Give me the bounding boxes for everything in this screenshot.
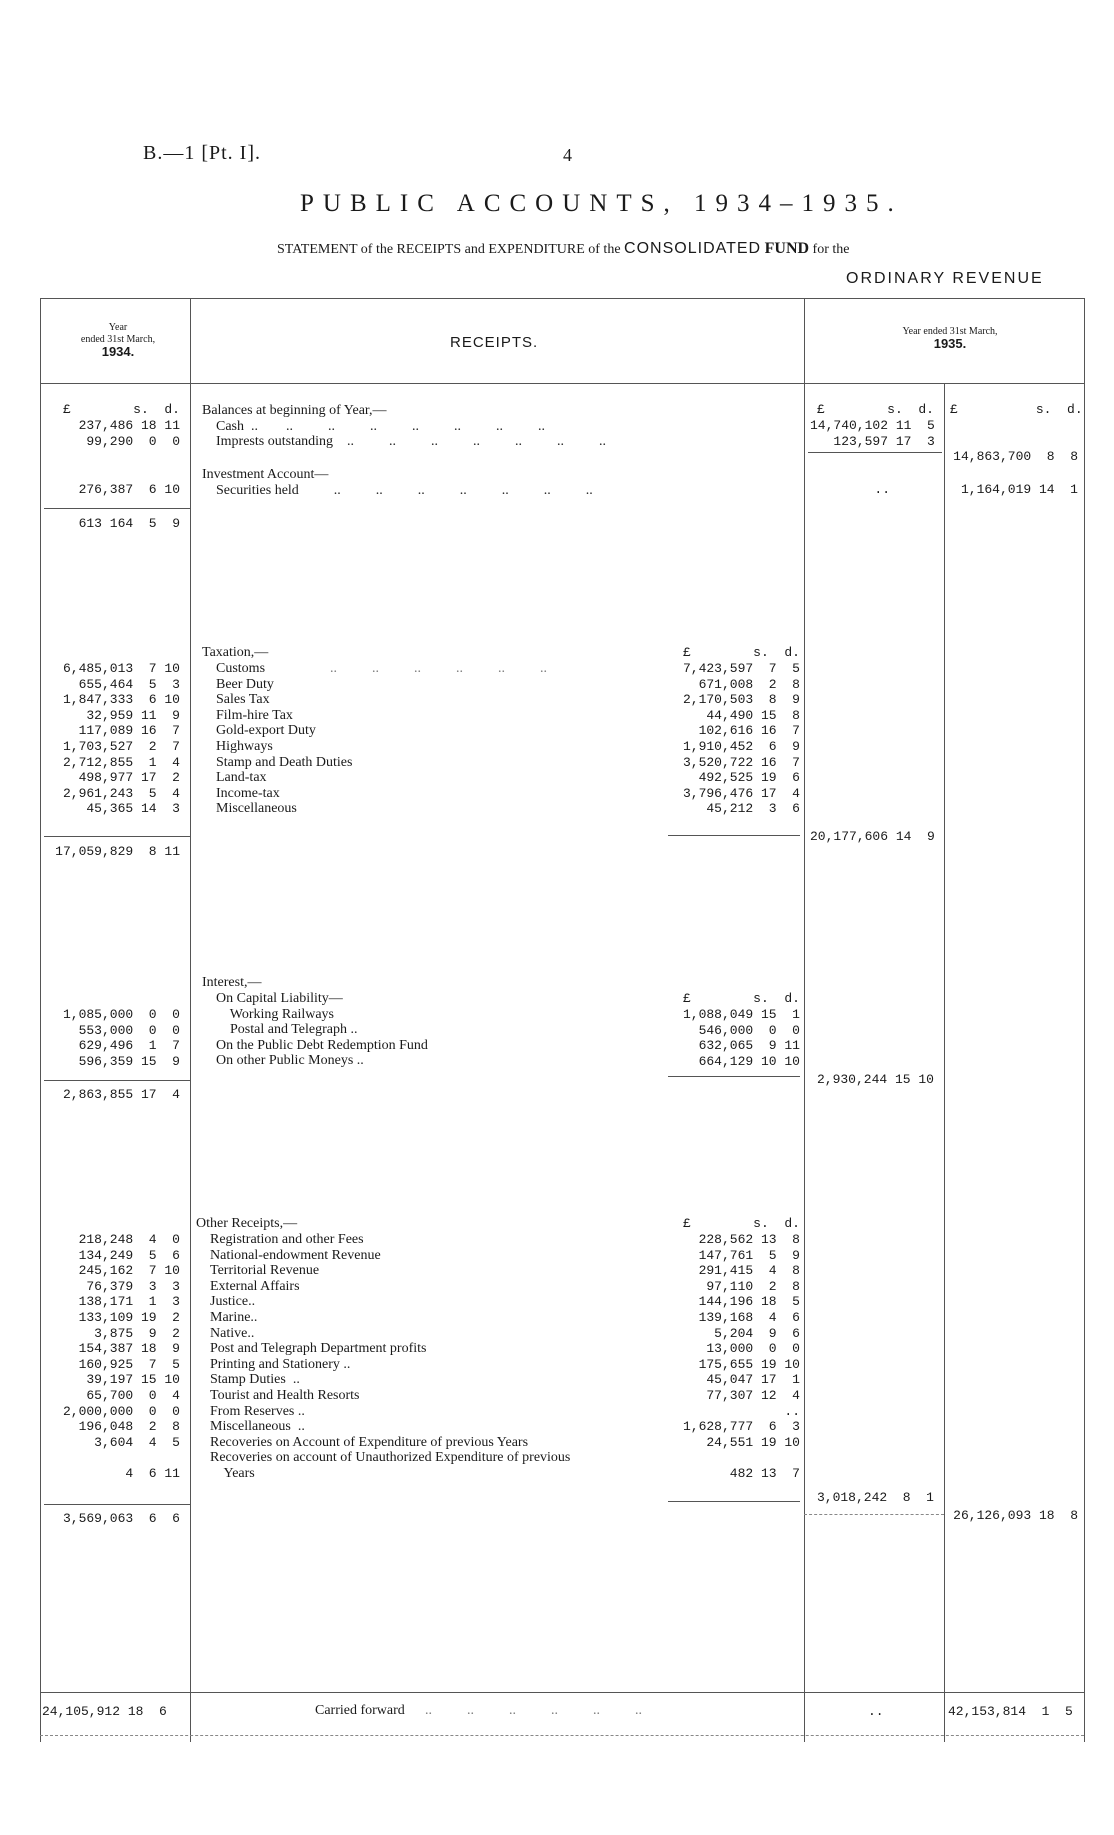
interest-units: £ s. d. [682, 991, 800, 1006]
right-head-year: 1935. [933, 336, 967, 351]
interest-total: 2,930,244 15 10 [816, 1072, 934, 1087]
fund-name: CONSOLIDATED [624, 240, 762, 257]
interest-left-rule [44, 1080, 190, 1081]
interest-sum-rule [668, 1076, 800, 1077]
balances-left-investment: 276,387 6 10 [78, 482, 180, 497]
other-total: 3,018,242 8 1 [816, 1490, 934, 1505]
taxation-left-rule [44, 836, 190, 837]
taxation-total: 20,177,606 14 9 [810, 829, 935, 844]
right-head-line1: Year ended 31st March, [902, 326, 998, 337]
balances-col3-values: 14,740,102 11 5 123,597 17 3 [810, 418, 935, 449]
investment-labels: Investment Account— Securities held .. .. .. .. .. .. .. [202, 467, 593, 498]
page-number: 4 [563, 145, 572, 165]
footer-left-total: 24,105,912 18 6 [42, 1704, 167, 1719]
interest-left-total: 2,863,855 17 4 [62, 1087, 180, 1102]
balances-labels: Balances at beginning of Year,— Cash .. .. .. .. .. .. .. .. Imprests outstanding .. .. .. .. .. .. .. [202, 403, 607, 450]
interest-labels: On Capital Liability— Working Railways Postal and Telegraph .. On the Public Debt Redemption Fund On other Public Moneys .. [216, 991, 428, 1069]
col3-rule [944, 383, 945, 1742]
other-sum-rule [668, 1501, 800, 1502]
statement-heading [277, 240, 849, 258]
balances-left-units: £ s. d. [62, 402, 180, 417]
document-reference: B.—1 [Pt. I]. [143, 142, 261, 164]
table-left-rule [40, 298, 41, 1742]
taxation-sum-rule [668, 835, 800, 836]
other-units: £ s. d. [682, 1216, 800, 1231]
statement-text: STATEMENT of the RECEIPTS and EXPENDITURE of the [277, 242, 625, 257]
left-column-header [48, 322, 188, 360]
other-values: 228,562 13 8 147,761 5 9 291,415 4 8 97,110 2 8 144,196 18 5 139,168 4 6 5,204 9 6 13,000 0 0 175,655 19 10 45,047 17 1 77,307 12 4 .. 1,628,777 6 3 24,551 19 10 482 13 7 [682, 1232, 800, 1481]
interest-values: 1,088,049 15 1 546,000 0 0 632,065 9 11 664,129 10 10 [682, 1007, 800, 1069]
carried-forward-leaders: .. .. .. .. .. .. [425, 1703, 642, 1718]
taxation-units: £ s. d. [682, 645, 800, 660]
balances-left-values: 237,486 18 11 99,290 0 0 [78, 418, 180, 449]
right-column-header [840, 326, 1060, 352]
balances-left-rule [44, 508, 190, 509]
taxation-left-values: 6,485,013 7 10 655,464 5 3 1,847,333 6 10 32,959 11 9 117,089 16 7 1,703,527 2 7 2,712,855 1 4 498,977 17 2 2,961,243 5 4 45,365 14 3 [62, 661, 180, 817]
left-head-line2: ended 31st March, [80, 334, 156, 345]
taxation-values: 7,423,597 7 5 671,008 2 8 2,170,503 8 9 44,490 15 8 102,616 16 7 1,910,452 6 9 3,520,722 16 7 492,525 19 6 3,796,476 17 4 45,212 3 6 [682, 661, 800, 817]
ordinary-revenue-heading: ORDINARY REVENUE [846, 270, 1044, 287]
header-bottom-rule [40, 383, 1084, 384]
balances-col4-units: £ s. d. [950, 402, 1083, 417]
col2-rule [804, 298, 805, 1742]
statement-tail: for the [809, 242, 850, 257]
footer-col3: .. [868, 1704, 884, 1719]
grand-total: 26,126,093 18 8 [953, 1508, 1078, 1523]
other-labels: Registration and other Fees National-endowment Revenue Territorial Revenue External Affairs Justice.. Marine.. Native.. Post and Telegraph Department profits Printing and Stationery .. Stamp Duties .. Tourist and Health Resorts From Reserves .. Miscellaneous .. Recoveries on Account of Expenditure of previous Years Recoveries on account of Unauthorized Expenditure of previous Years [210, 1232, 571, 1481]
footer-bottom-rule [40, 1735, 1084, 1736]
footer-col4-total: 42,153,814 1 5 [948, 1704, 1073, 1719]
balances-col4-investment: 1,164,019 14 1 [960, 482, 1078, 497]
taxation-labels: Customs Beer Duty Sales Tax Film-hire Tax Gold-export Duty Highways Stamp and Death Duties Land-tax Income-tax Miscellaneous [216, 661, 353, 817]
interest-left-values: 1,085,000 0 0 553,000 0 0 629,496 1 7 596,359 15 9 [62, 1007, 180, 1069]
carried-forward-label: Carried forward [315, 1703, 405, 1718]
other-heading: Other Receipts,— [196, 1216, 298, 1231]
other-left-values: 218,248 4 0 134,249 5 6 245,162 7 10 76,379 3 3 138,171 1 3 133,109 19 2 3,875 9 2 154,387 18 9 160,925 7 5 39,197 15 10 65,700 0 4 2,000,000 0 0 196,048 2 8 3,604 4 5 4 6 11 [62, 1232, 180, 1481]
taxation-leaders: .. .. .. .. .. .. [330, 661, 547, 676]
fund-word: FUND [764, 240, 810, 257]
taxation-left-total: 17,059,829 8 11 [55, 844, 180, 859]
balances-left-total: 613 164 5 9 [78, 516, 180, 531]
balances-col3-investment: .. [874, 482, 890, 497]
left-head-line1: Year [108, 322, 128, 333]
other-left-rule [44, 1504, 190, 1505]
balances-col3-rule [808, 452, 942, 453]
left-head-year: 1934. [101, 344, 135, 359]
table-right-rule [1084, 298, 1085, 1742]
balances-col3-units: £ s. d. [816, 402, 934, 417]
table-top-rule [40, 298, 1084, 299]
col1-rule [190, 298, 191, 1742]
page-title: PUBLIC ACCOUNTS, 1934–1935. [300, 190, 903, 217]
col3-total-rule [804, 1514, 944, 1515]
receipts-header: RECEIPTS. [450, 334, 539, 351]
taxation-heading: Taxation,— [202, 645, 269, 660]
other-left-total: 3,569,063 6 6 [62, 1511, 180, 1526]
footer-top-rule [40, 1692, 1084, 1693]
balances-col4-total: 14,863,700 8 8 [953, 449, 1078, 464]
interest-heading: Interest,— [202, 975, 262, 990]
